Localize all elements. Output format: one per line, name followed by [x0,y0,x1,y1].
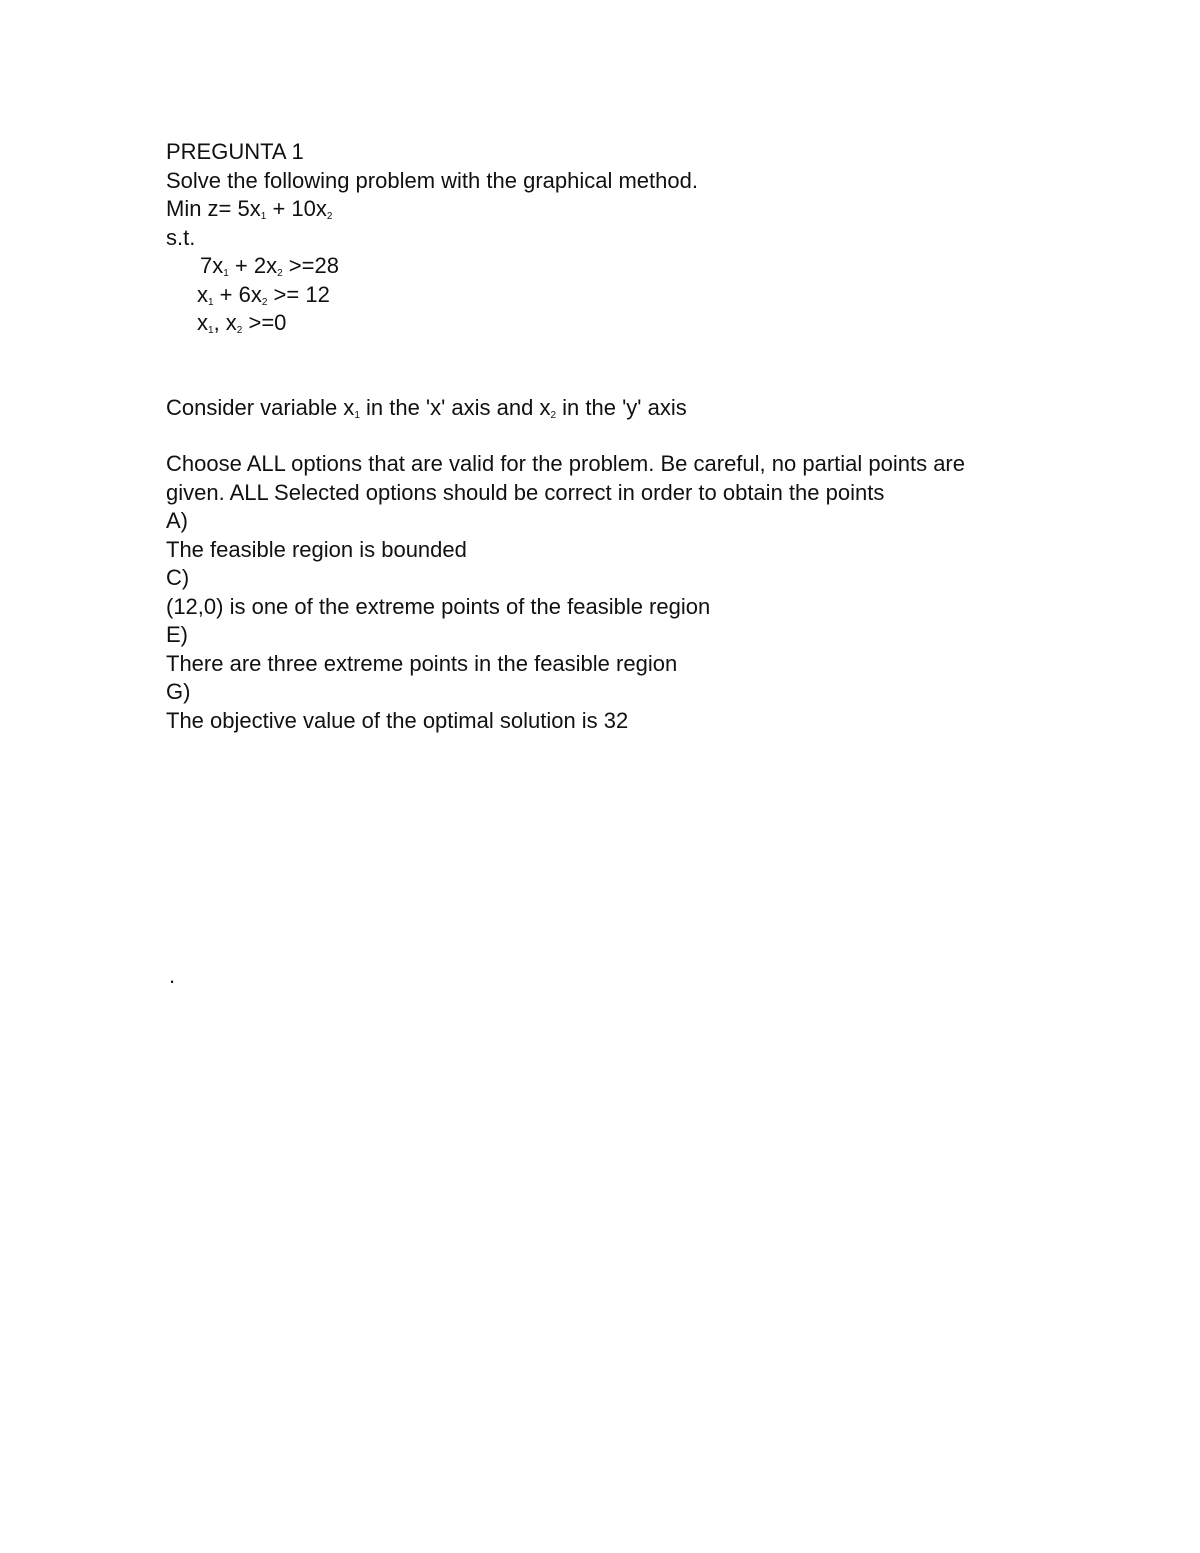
choose-instruction-line-1: Choose ALL options that are valid for the problem. Be careful, no partial points are [166,451,965,476]
subject-to-label: s.t. [166,224,196,250]
constraint-1-sub2: 2 [277,268,283,279]
constraint-3-sub2: 2 [236,325,243,336]
axis-note-part-1: Consider variable x [166,394,355,420]
constraint-2 [166,281,1066,310]
axis-note-part-3: in the 'y' axis [556,394,687,420]
option-c-letter: C) [166,565,190,590]
axis-note [166,394,1066,423]
spacer [166,422,1066,450]
objective-sub1: 1 [260,211,267,222]
objective-mid: + 10x [266,196,327,221]
objective-function [166,195,1066,224]
constraint-2-sub2: 2 [261,296,268,308]
option-a-text: The feasible region is bounded [166,536,467,562]
constraint-2-term-a: x [197,281,208,307]
option-e-letter: E) [166,622,188,647]
axis-note-sub1: 1 [354,409,360,421]
constraint-3-term-b: , x [213,310,237,335]
constraint-1-term-b: + 2x [228,253,278,278]
axis-note-sub2: 2 [550,409,557,421]
constraint-1-term-a: 7x [200,253,224,278]
constraint-1-sub1: 1 [223,268,229,279]
axis-note-part-2: in the 'x' axis and x [359,394,551,420]
constraint-3 [166,309,1066,338]
constraint-3-rhs: >=0 [242,310,287,335]
constraint-3-sub1: 1 [208,325,214,336]
constraint-2-term-b: + 6x [213,281,262,307]
option-e-text: There are three extreme points in the feasible region [166,650,678,676]
document-body [166,138,1066,735]
choose-instruction-line-2: given. ALL Selected options should be correct in order to obtain the points [166,479,885,505]
constraint-2-rhs: >= 12 [267,281,330,307]
option-a-letter: A) [166,508,188,533]
spacer [166,338,1066,394]
option-c-text: (12,0) is one of the extreme points of the feasible region [166,593,711,619]
constraint-3-term-a: x [197,310,208,335]
constraint-2-sub1: 1 [208,296,214,308]
constraint-1 [166,252,1066,281]
instruction-text: Solve the following problem with the graphical method. [166,167,698,193]
option-g-text: The objective value of the optimal solution is 32 [166,707,629,733]
objective-prefix: Min z= 5x [166,196,261,221]
trailing-period: . [169,963,176,988]
objective-sub2: 2 [326,211,333,222]
option-g-letter: G) [166,679,191,704]
question-title: PREGUNTA 1 [166,139,304,164]
constraint-1-rhs: >=28 [282,253,339,278]
